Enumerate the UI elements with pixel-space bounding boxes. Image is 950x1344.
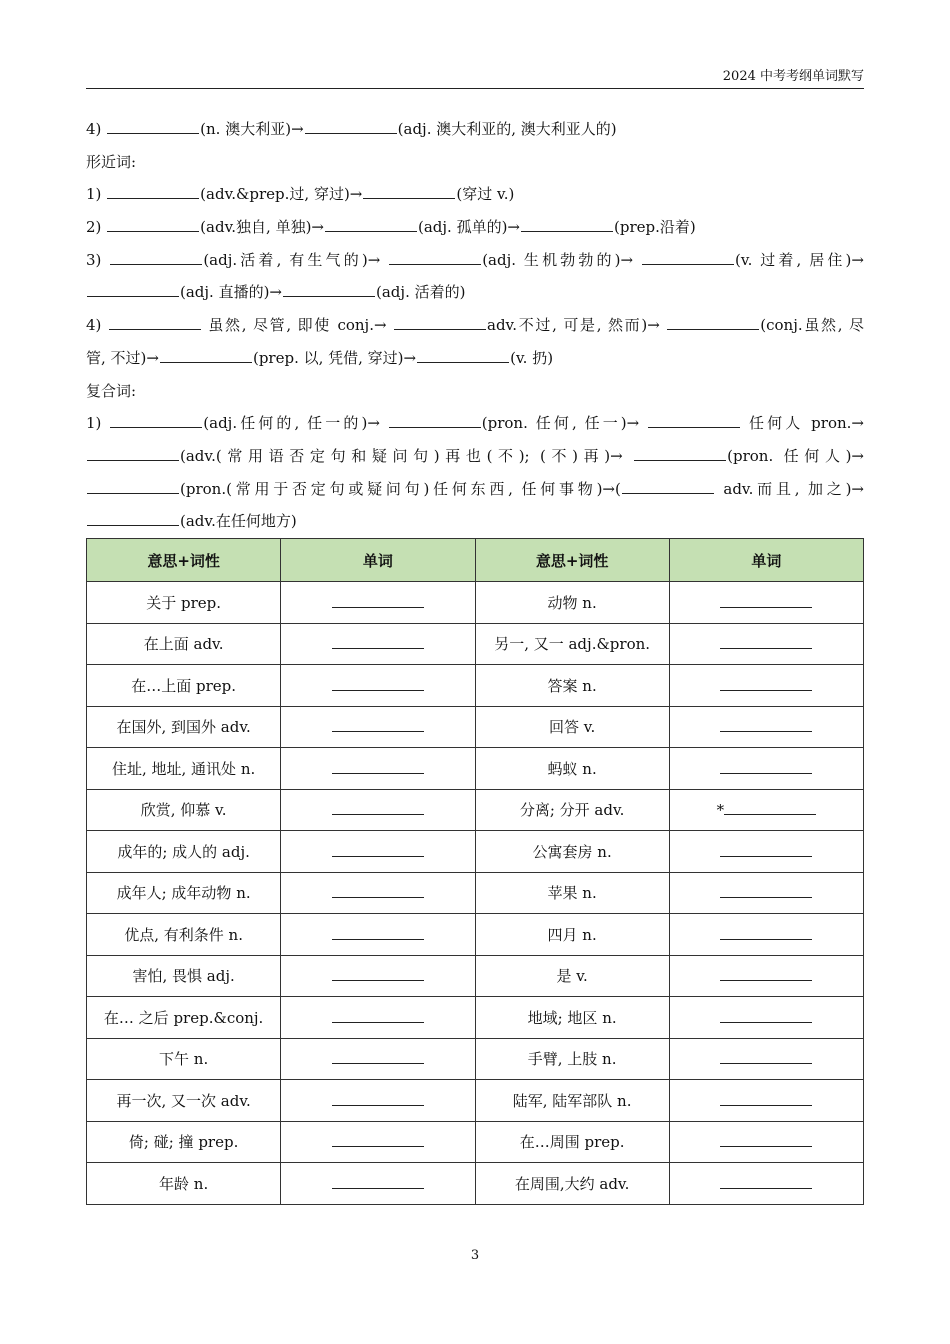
answer-cell[interactable] <box>669 831 863 873</box>
answer-blank[interactable] <box>332 925 424 940</box>
answer-cell[interactable] <box>669 1163 863 1205</box>
hint-text: (adj. 直播的)→ <box>180 283 283 302</box>
section-label: 形近词: <box>86 152 137 171</box>
answer-cell[interactable] <box>669 1121 863 1163</box>
meaning-cell: 再一次, 又一次 adv. <box>87 1080 281 1122</box>
hint-text: (pron.(常用于否定句或疑问句)任何东西, 任何事物)→( <box>180 479 621 498</box>
answer-blank[interactable] <box>389 414 481 428</box>
table-row <box>87 831 864 873</box>
hint-text: (adj. 生机勃勃的)→ <box>482 250 634 269</box>
answer-blank[interactable] <box>332 800 424 815</box>
answer-cell[interactable] <box>669 955 863 997</box>
answer-cell[interactable] <box>281 997 475 1039</box>
answer-blank[interactable] <box>87 512 179 526</box>
answer-blank[interactable] <box>87 447 179 461</box>
answer-blank[interactable] <box>720 759 812 774</box>
hint-text: (conj.虽然, 尽 <box>760 316 864 335</box>
table-row <box>87 582 864 624</box>
answer-blank[interactable] <box>622 480 714 494</box>
answer-blank[interactable] <box>634 447 726 461</box>
answer-cell[interactable] <box>669 872 863 914</box>
answer-cell[interactable] <box>281 914 475 956</box>
item-number: 3) <box>86 250 110 269</box>
meaning-cell: 在上面 adv. <box>87 623 281 665</box>
table-row <box>87 748 864 790</box>
column-header: 单词 <box>281 539 475 582</box>
answer-blank[interactable] <box>332 1091 424 1106</box>
answer-blank[interactable] <box>332 842 424 857</box>
answer-cell[interactable] <box>281 665 475 707</box>
meaning-cell: 欣赏, 仰慕 v. <box>87 789 281 831</box>
meaning-cell: 住址, 地址, 通讯处 n. <box>87 748 281 790</box>
answer-blank[interactable] <box>107 120 199 134</box>
header-title: 2024 中考考纲单词默写 <box>722 69 864 84</box>
exercise-line <box>86 309 864 342</box>
answer-blank[interactable] <box>332 1132 424 1147</box>
meaning-cell: 在国外, 到国外 adv. <box>87 706 281 748</box>
answer-blank[interactable] <box>720 925 812 940</box>
answer-blank[interactable] <box>332 1049 424 1064</box>
table-row <box>87 997 864 1039</box>
meaning-cell: 苹果 n. <box>475 872 669 914</box>
exercise-line <box>86 440 864 473</box>
answer-blank[interactable] <box>389 251 481 265</box>
answer-cell[interactable] <box>281 872 475 914</box>
answer-blank[interactable] <box>283 283 375 297</box>
answer-cell[interactable] <box>281 706 475 748</box>
exercise-text <box>86 113 864 538</box>
answer-blank[interactable] <box>332 759 424 774</box>
meaning-cell: 在周围,大约 adv. <box>475 1163 669 1205</box>
answer-cell[interactable] <box>281 1121 475 1163</box>
hint-text: (n. 澳大利亚)→ <box>200 120 304 138</box>
meaning-cell: 陆军, 陆军部队 n. <box>475 1080 669 1122</box>
item-number: 4) <box>86 120 107 138</box>
table-row <box>87 955 864 997</box>
meaning-cell: 关于 prep. <box>87 582 281 624</box>
answer-blank[interactable] <box>720 593 812 608</box>
answer-blank[interactable] <box>305 120 397 134</box>
answer-blank[interactable] <box>417 349 509 363</box>
answer-cell[interactable] <box>669 665 863 707</box>
exercise-line <box>86 505 864 538</box>
meaning-cell: 年龄 n. <box>87 1163 281 1205</box>
answer-blank[interactable] <box>110 251 202 265</box>
exercise-line <box>86 473 864 506</box>
answer-cell[interactable] <box>669 623 863 665</box>
answer-blank[interactable] <box>648 414 740 428</box>
answer-cell[interactable] <box>281 1038 475 1080</box>
page-number: 3 <box>470 1248 480 1263</box>
answer-blank[interactable] <box>332 1174 424 1189</box>
answer-blank[interactable] <box>720 676 812 691</box>
hint-text: (adv.在任何地方) <box>180 512 297 531</box>
answer-cell[interactable] <box>669 706 863 748</box>
item-number: 1) <box>86 185 107 204</box>
item-number: 2) <box>86 218 107 237</box>
answer-blank[interactable] <box>332 966 424 981</box>
hint-text: adv.不过, 可是, 然而)→ <box>487 316 660 335</box>
answer-blank[interactable] <box>325 218 417 232</box>
table-row <box>87 665 864 707</box>
hint-text: (prep. 以, 凭借, 穿过)→ <box>252 348 417 367</box>
answer-blank[interactable] <box>332 634 424 649</box>
meaning-cell: 在… 之后 prep.&conj. <box>87 997 281 1039</box>
hint-text: (pron. 任何, 任一)→ <box>481 414 640 433</box>
hint-text: (adj. 活着的) <box>376 283 466 302</box>
answer-blank[interactable] <box>332 593 424 608</box>
meaning-cell: 答案 n. <box>475 665 669 707</box>
answer-cell[interactable] <box>281 1080 475 1122</box>
answer-blank[interactable] <box>724 800 816 815</box>
meaning-cell: 在…周围 prep. <box>475 1121 669 1163</box>
answer-blank[interactable] <box>87 480 179 494</box>
table-row <box>87 623 864 665</box>
column-header: 意思+词性 <box>475 539 669 582</box>
meaning-cell: 动物 n. <box>475 582 669 624</box>
answer-blank[interactable] <box>642 251 734 265</box>
column-header: 单词 <box>669 539 863 582</box>
column-header: 意思+词性 <box>87 539 281 582</box>
answer-cell[interactable] <box>669 1038 863 1080</box>
answer-blank[interactable] <box>332 883 424 898</box>
meaning-cell: 倚; 碰; 撞 prep. <box>87 1121 281 1163</box>
answer-blank[interactable] <box>107 185 199 199</box>
exercise-line <box>86 113 864 146</box>
answer-blank[interactable] <box>363 185 455 199</box>
meaning-cell: 在…上面 prep. <box>87 665 281 707</box>
hint-text: (穿过 v.) <box>456 185 515 204</box>
answer-cell[interactable] <box>281 789 475 831</box>
table-row <box>87 914 864 956</box>
answer-blank[interactable] <box>107 218 199 232</box>
answer-cell[interactable] <box>669 582 863 624</box>
answer-blank[interactable] <box>720 966 812 981</box>
item-number: 1) <box>86 414 110 433</box>
answer-blank[interactable] <box>160 349 252 363</box>
answer-blank[interactable] <box>720 842 812 857</box>
meaning-cell: 公寓套房 n. <box>475 831 669 873</box>
hint-text: 管, 不过)→ <box>86 348 159 367</box>
answer-blank[interactable] <box>110 414 202 428</box>
hint-text: (adj. 澳大利亚的, 澳大利亚人的) <box>397 120 617 138</box>
answer-cell[interactable] <box>669 997 863 1039</box>
answer-blank[interactable] <box>394 316 486 330</box>
answer-cell[interactable] <box>281 582 475 624</box>
exercise-line <box>86 211 864 244</box>
answer-blank[interactable] <box>720 1091 812 1106</box>
table-body <box>87 582 864 1205</box>
answer-blank[interactable] <box>720 1174 812 1189</box>
exercise-line <box>86 178 864 211</box>
answer-blank[interactable] <box>332 676 424 691</box>
answer-blank[interactable] <box>87 283 179 297</box>
answer-blank[interactable] <box>667 316 759 330</box>
answer-blank[interactable] <box>720 1008 812 1023</box>
hint-text: (adv.(常用语否定句和疑问句)再也(不); (不)再)→ <box>180 446 623 465</box>
exercise-line <box>86 342 864 375</box>
exercise-line <box>86 244 864 277</box>
meaning-cell: 害怕, 畏惧 adj. <box>87 955 281 997</box>
meaning-cell: 另一, 又一 adj.&pron. <box>475 623 669 665</box>
hint-text: (pron. 任何人)→ <box>727 446 865 465</box>
section-label: 复合词: <box>86 381 137 400</box>
answer-blank[interactable] <box>720 1049 812 1064</box>
hint-text: 虽然, 尽管, 即使 conj.→ <box>201 316 387 335</box>
table-row <box>87 789 864 831</box>
answer-cell[interactable] <box>281 748 475 790</box>
meaning-cell: 手臂, 上肢 n. <box>475 1038 669 1080</box>
answer-cell[interactable] <box>669 748 863 790</box>
table-row <box>87 1163 864 1205</box>
hint-text: (adj.任何的, 任一的)→ <box>203 414 380 433</box>
answer-cell[interactable] <box>669 914 863 956</box>
meaning-cell: 成年的; 成人的 adj. <box>87 831 281 873</box>
answer-cell[interactable] <box>669 789 863 831</box>
answer-cell[interactable] <box>669 1080 863 1122</box>
hint-text: (adv.独自, 单独)→ <box>200 218 324 237</box>
page-header <box>86 66 864 89</box>
answer-blank[interactable] <box>521 218 613 232</box>
note-marker: * <box>716 801 725 820</box>
meaning-cell: 蚂蚁 n. <box>475 748 669 790</box>
answer-cell[interactable] <box>281 955 475 997</box>
answer-blank[interactable] <box>720 634 812 649</box>
hint-text: adv.而且, 加之)→ <box>714 479 864 498</box>
answer-blank[interactable] <box>332 1008 424 1023</box>
answer-cell[interactable] <box>281 831 475 873</box>
hint-text: (adj.活着, 有生气的)→ <box>203 250 381 269</box>
meaning-cell: 分离; 分开 adv. <box>475 789 669 831</box>
answer-blank[interactable] <box>109 316 201 330</box>
meaning-cell: 下午 n. <box>87 1038 281 1080</box>
meaning-cell: 成年人; 成年动物 n. <box>87 872 281 914</box>
table-row <box>87 706 864 748</box>
item-number: 4) <box>86 316 108 335</box>
hint-text: (prep.沿着) <box>614 218 696 237</box>
table-row <box>87 1038 864 1080</box>
exercise-line <box>86 407 864 440</box>
answer-blank[interactable] <box>720 717 812 732</box>
section-title <box>86 375 864 408</box>
meaning-cell: 是 v. <box>475 955 669 997</box>
table-row <box>87 1080 864 1122</box>
answer-cell[interactable] <box>281 623 475 665</box>
table-row <box>87 872 864 914</box>
answer-blank[interactable] <box>720 1132 812 1147</box>
table-header-row <box>87 539 864 582</box>
hint-text: (v. 扔) <box>510 348 554 367</box>
answer-blank[interactable] <box>720 883 812 898</box>
meaning-cell: 优点, 有利条件 n. <box>87 914 281 956</box>
answer-blank[interactable] <box>332 717 424 732</box>
section-title <box>86 146 864 179</box>
exercise-line <box>86 276 864 309</box>
table-row <box>87 1121 864 1163</box>
vocabulary-table <box>86 538 864 1205</box>
hint-text: (adv.&prep.过, 穿过)→ <box>200 185 363 204</box>
hint-text: 任何人 pron.→ <box>741 414 864 433</box>
meaning-cell: 地域; 地区 n. <box>475 997 669 1039</box>
answer-cell[interactable] <box>281 1163 475 1205</box>
meaning-cell: 回答 v. <box>475 706 669 748</box>
meaning-cell: 四月 n. <box>475 914 669 956</box>
hint-text: (v. 过着, 居住)→ <box>735 250 864 269</box>
hint-text: (adj. 孤单的)→ <box>418 218 521 237</box>
